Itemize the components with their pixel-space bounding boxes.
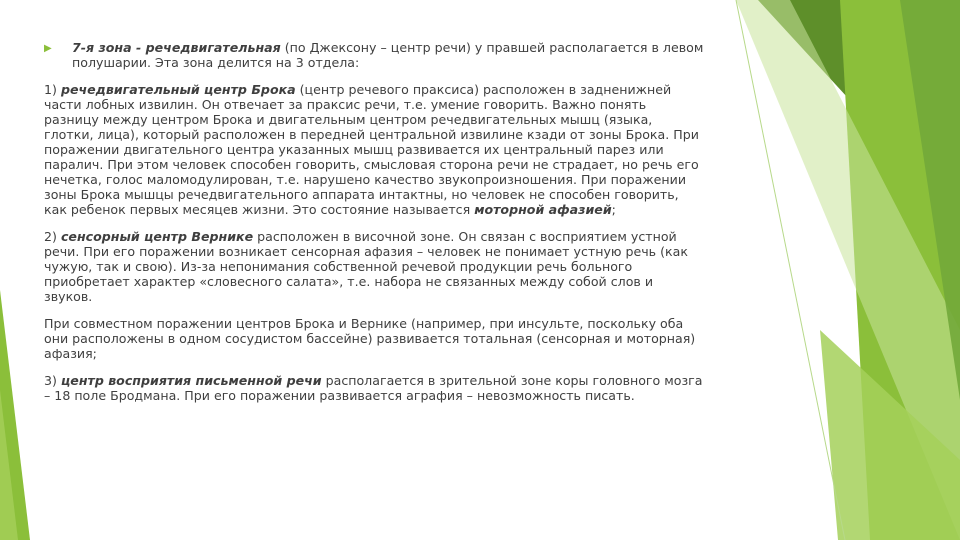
paragraph-writing-center: 3) центр восприятия письменной речи располагается в зрительной зоне коры головного мозга – 18 поле Бродмана. При его поражении развивается аграфия – невозможность писать. <box>44 373 703 403</box>
paragraph-total-aphasia: При совместном поражении центров Брока и Вернике (например, при инсульте, поскольку оба они расположены в одном сосудистом бассейне) развивается тотальная (сенсорная и моторная) афазия; <box>44 316 696 361</box>
intro-bullet <box>44 40 704 70</box>
writing-center-term: центр восприятия письменной речи <box>60 373 322 388</box>
wernicke-term: сенсорный центр Вернике <box>60 229 254 244</box>
broca-term: речедвигательный центр Брока <box>60 82 296 97</box>
slide-content <box>44 40 704 415</box>
triangle-right-icon: ▶ <box>44 43 52 54</box>
intro-text: 7-я зона - речедвигательная (по Джексону – центр речи) у правшей располагается в левом полушарии. Эта зона делится на 3 отдела: <box>72 40 704 70</box>
paragraph-broca: 1) речедвигательный центр Брока (центр речевого праксиса) расположен в задненижней части лобных извилин. Он отвечает за праксис речи, т.е. умение говорить. Важно понять разницу между центром Брока и двигательным центром речедвигательных мышц (языка, глотки, лица), который расположен в передней центральной извилине кзади от зоны Брока. При поражении двигательного центра указанных мышц развивается их центральный парез или паралич. При этом человек способен говорить, смысловая сторона речи не страдает, но речь его нечетка, голос маломодулирован, т.е. нарушено качество звукопроизношения. При поражении зоны Брока мышцы речедвигательного аппарата интактны, но человек не способен говорить, как ребенок первых месяцев жизни. Это состояние называется моторной афазией; <box>44 82 699 217</box>
paragraph-wernicke: 2) сенсорный центр Вернике расположен в височной зоне. Он связан с восприятием устной речи. При его поражении возникает сенсорная афазия – человек не понимает устную речь (как чужую, так и свою). Из-за непонимания собственной речевой продукции речь больного приобретает характер «словесного салата», т.е. набора не связанных между собой слов и звуков. <box>44 229 688 304</box>
motor-aphasia-term: моторной афазией <box>474 202 612 217</box>
